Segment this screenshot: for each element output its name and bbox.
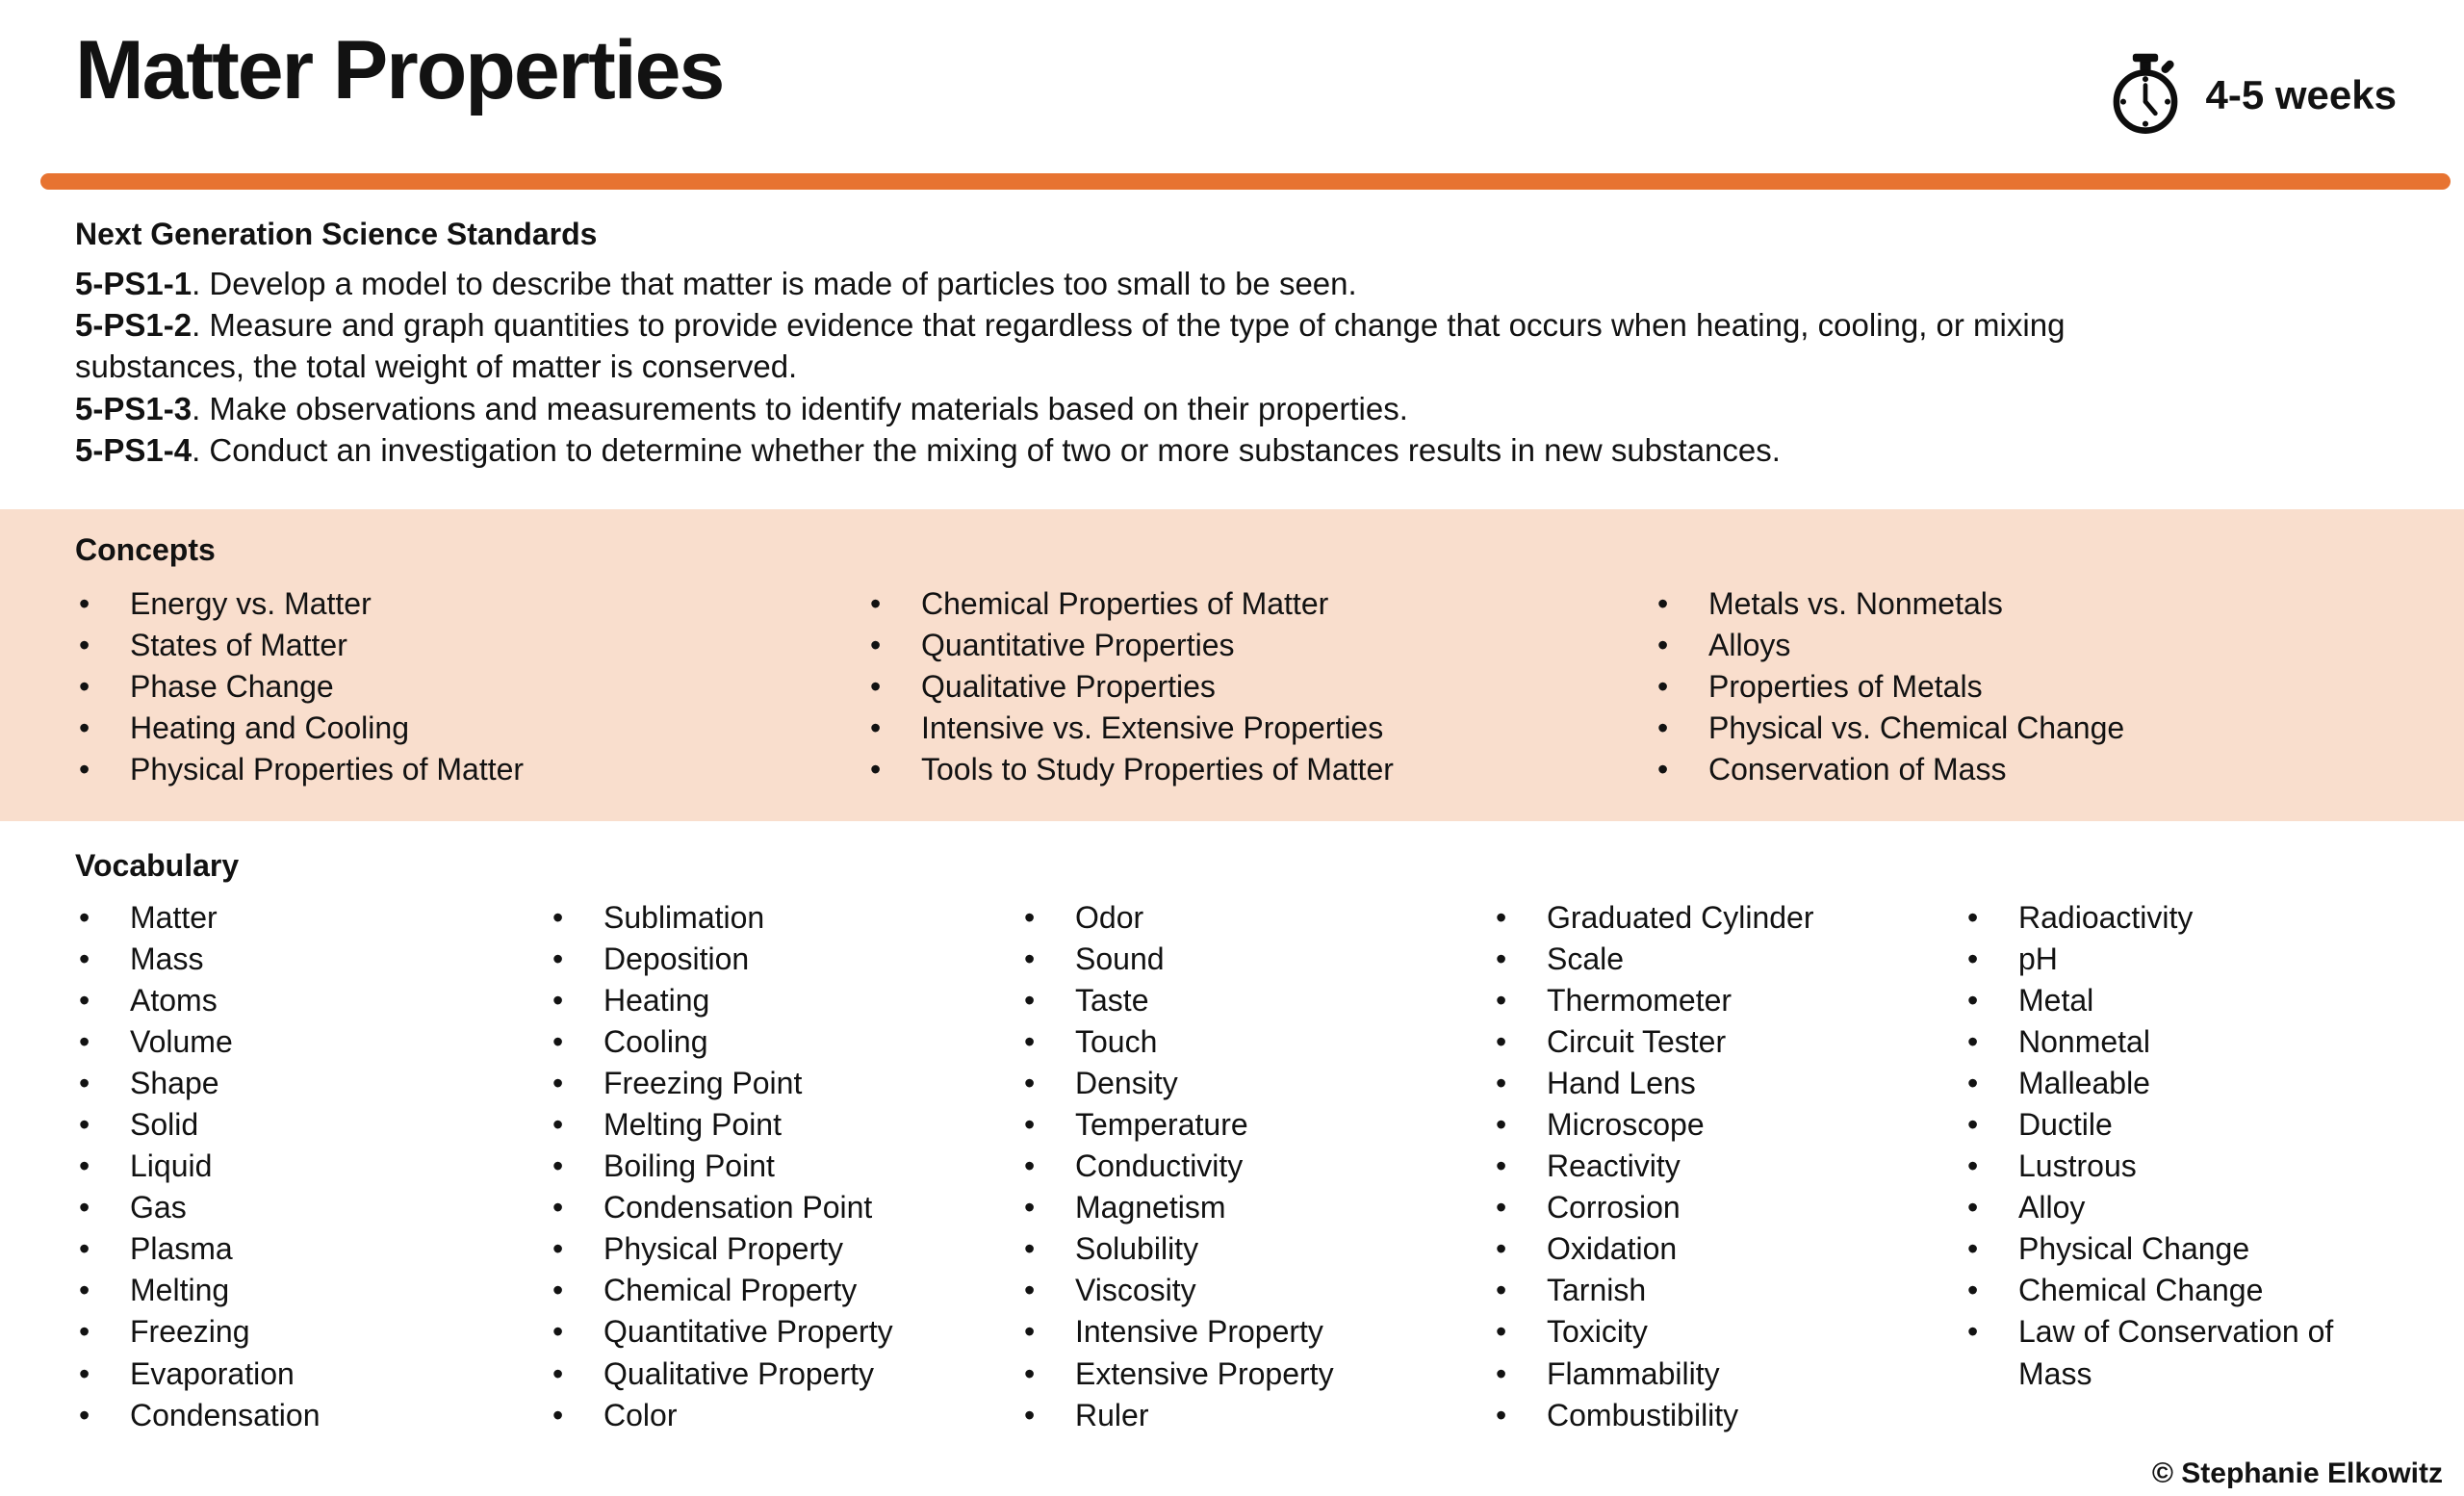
concept-item: • Phase Change [75,666,866,708]
vocabulary-item: • Reactivity [1492,1146,1964,1187]
vocabulary-item: • Physical Property [549,1228,1020,1270]
vocabulary-item: • pH [1964,939,2397,980]
standards-list [75,263,2235,471]
concepts-column-3 [1654,583,2426,790]
standard-item: 5-PS1-4. Conduct an investigation to determine whether the mixing of two or more substances results in new substances. [75,431,1781,468]
concept-item: • Intensive vs. Extensive Properties [866,708,1654,749]
concept-item: • States of Matter [75,625,866,666]
standards-section [0,190,2310,471]
vocabulary-item: • Freezing [75,1311,549,1353]
vocabulary-item: • Thermometer [1492,980,1964,1021]
vocabulary-item: • Heating [549,980,1020,1021]
concept-item: • Quantitative Properties [866,625,1654,666]
vocabulary-item: • Toxicity [1492,1311,1964,1353]
vocabulary-item: • Chemical Property [549,1270,1020,1311]
standard-code: 5-PS1-1 [75,265,192,301]
stopwatch-icon [2100,50,2191,141]
vocabulary-item: • Law of Conservation of Mass [1964,1311,2397,1394]
vocabulary-item: • Melting Point [549,1104,1020,1146]
vocabulary-columns [75,897,2426,1435]
vocabulary-column-4 [1492,897,1964,1435]
vocabulary-item: • Malleable [1964,1063,2397,1104]
vocabulary-item: • Mass [75,939,549,980]
standard-item: 5-PS1-2. Measure and graph quantities to provide evidence that regardless of the type of change that occurs when heating, cooling, or mixing substances, the total weight of matter is conserved. [75,307,2066,385]
vocabulary-item: • Gas [75,1187,549,1228]
vocabulary-item: • Qualitative Property [549,1354,1020,1395]
vocabulary-item: • Condensation Point [549,1187,1020,1228]
vocabulary-item: • Condensation [75,1395,549,1436]
duration-label: 4-5 weeks [2205,72,2397,117]
vocabulary-item: • Boiling Point [549,1146,1020,1187]
vocabulary-item: • Flammability [1492,1354,1964,1395]
vocabulary-item: • Sound [1020,939,1492,980]
concept-item: • Physical vs. Chemical Change [1654,708,2426,749]
vocabulary-column-3 [1020,897,1492,1435]
concept-item: • Energy vs. Matter [75,583,866,625]
vocabulary-item: • Physical Change [1964,1228,2397,1270]
standard-code: 5-PS1-2 [75,307,192,344]
vocabulary-item: • Cooling [549,1021,1020,1063]
vocabulary-item: • Scale [1492,939,1964,980]
vocabulary-item: • Solubility [1020,1228,1492,1270]
concepts-column-1 [75,583,866,790]
vocabulary-item: • Combustibility [1492,1395,1964,1436]
vocabulary-item: • Plasma [75,1228,549,1270]
vocabulary-item: • Matter [75,897,549,939]
vocabulary-column-1 [75,897,549,1435]
vocabulary-item: • Circuit Tester [1492,1021,1964,1063]
vocabulary-item: • Volume [75,1021,549,1063]
concept-item: • Heating and Cooling [75,708,866,749]
duration-badge [2100,50,2397,141]
vocabulary-item: • Extensive Property [1020,1354,1492,1395]
vocabulary-item: • Solid [75,1104,549,1146]
vocabulary-item: • Melting [75,1270,549,1311]
vocabulary-section [0,821,2464,1435]
standard-item: 5-PS1-1. Develop a model to describe that matter is made of particles too small to be seen. [75,265,1357,301]
vocabulary-item: • Sublimation [549,897,1020,939]
vocabulary-item: • Ductile [1964,1104,2397,1146]
vocabulary-item: • Atoms [75,980,549,1021]
vocabulary-item: • Corrosion [1492,1187,1964,1228]
concepts-column-2 [866,583,1654,790]
vocabulary-item: • Color [549,1395,1020,1436]
header [0,0,2464,141]
page-title: Matter Properties [75,24,724,116]
concept-item: • Tools to Study Properties of Matter [866,749,1654,790]
accent-divider [40,173,2451,190]
vocabulary-item: • Taste [1020,980,1492,1021]
vocabulary-item: • Hand Lens [1492,1063,1964,1104]
concept-item: • Properties of Metals [1654,666,2426,708]
vocabulary-item: • Evaporation [75,1354,549,1395]
concept-item: • Conservation of Mass [1654,749,2426,790]
vocabulary-item: • Lustrous [1964,1146,2397,1187]
vocabulary-item: • Radioactivity [1964,897,2397,939]
vocabulary-item: • Density [1020,1063,1492,1104]
vocabulary-item: • Quantitative Property [549,1311,1020,1353]
vocabulary-item: • Odor [1020,897,1492,939]
vocabulary-item: • Deposition [549,939,1020,980]
vocabulary-item: • Liquid [75,1146,549,1187]
standard-code: 5-PS1-3 [75,390,192,426]
concept-item: • Alloys [1654,625,2426,666]
vocabulary-item: • Graduated Cylinder [1492,897,1964,939]
vocabulary-item: • Intensive Property [1020,1311,1492,1353]
standard-code: 5-PS1-4 [75,431,192,468]
concept-item: • Physical Properties of Matter [75,749,866,790]
vocabulary-item: • Microscope [1492,1104,1964,1146]
vocabulary-column-5 [1964,897,2397,1435]
concepts-section [0,509,2464,821]
standard-item: 5-PS1-3. Make observations and measurements to identify materials based on their properties. [75,390,1408,426]
vocabulary-item: • Chemical Change [1964,1270,2397,1311]
standards-heading: Next Generation Science Standards [75,217,598,251]
vocabulary-item: • Freezing Point [549,1063,1020,1104]
vocabulary-item: • Tarnish [1492,1270,1964,1311]
copyright: © Stephanie Elkowitz [2151,1457,2443,1489]
vocabulary-item: • Metal [1964,980,2397,1021]
vocabulary-column-2 [549,897,1020,1435]
concept-item: • Qualitative Properties [866,666,1654,708]
concepts-heading: Concepts [75,532,216,567]
concepts-columns [75,583,2426,790]
vocabulary-item: • Touch [1020,1021,1492,1063]
vocabulary-item: • Magnetism [1020,1187,1492,1228]
vocabulary-item: • Viscosity [1020,1270,1492,1311]
vocabulary-item: • Conductivity [1020,1146,1492,1187]
concept-item: • Metals vs. Nonmetals [1654,583,2426,625]
footer [2152,1457,2443,1490]
vocabulary-item: • Shape [75,1063,549,1104]
vocabulary-item: • Ruler [1020,1395,1492,1436]
vocabulary-heading: Vocabulary [75,848,240,884]
vocabulary-item: • Temperature [1020,1104,1492,1146]
vocabulary-item: • Oxidation [1492,1228,1964,1270]
vocabulary-item: • Nonmetal [1964,1021,2397,1063]
vocabulary-item: • Alloy [1964,1187,2397,1228]
concept-item: • Chemical Properties of Matter [866,583,1654,625]
